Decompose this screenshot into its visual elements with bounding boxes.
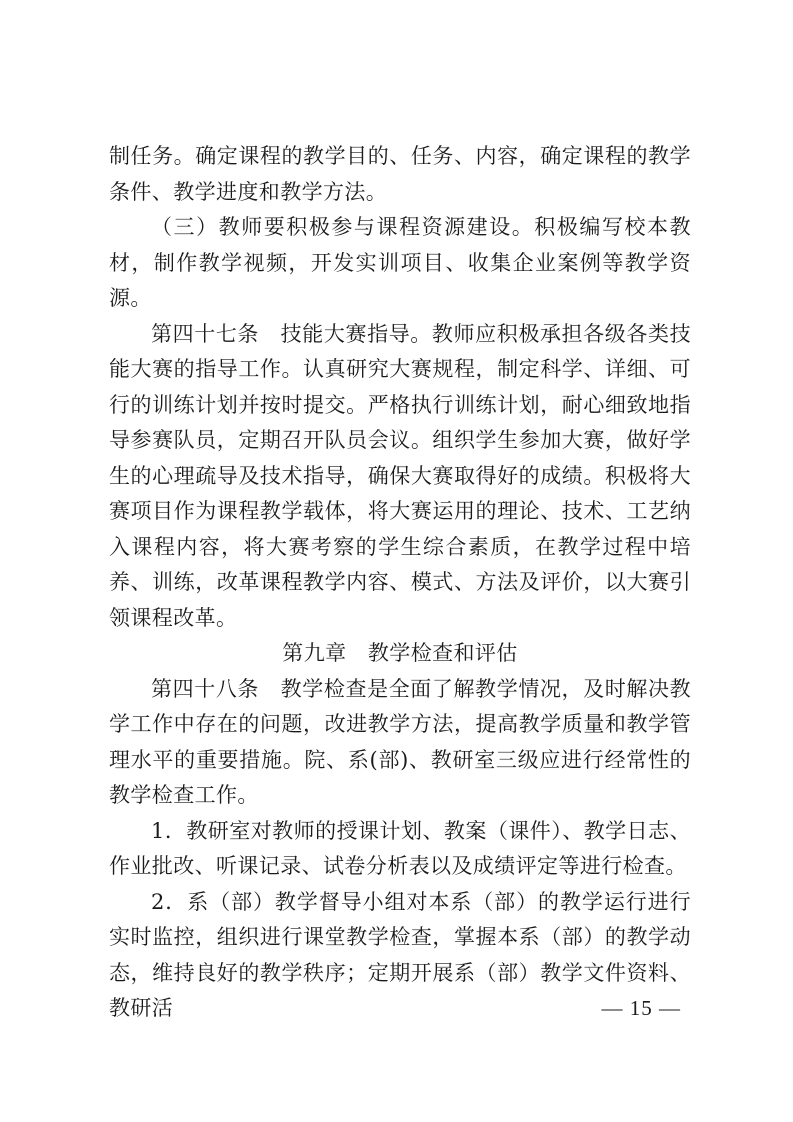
paragraph-4: 第四十八条 教学检查是全面了解教学情况，及时解决教学工作中存在的问题，改进教学方法，提高教学质量和教学管理水平的重要措施。院、系(部)、教研室三级应进行经常性的教学检查工作。 <box>109 676 691 807</box>
paragraph-5: 1．教研室对教师的授课计划、教案（课件）、教学日志、作业批改、听课记录、试卷分析表以及成绩评定等进行检查。 <box>109 818 691 878</box>
paragraph-3: 第四十七条 技能大赛指导。教师应积极承担各级各类技能大赛的指导工作。认真研究大赛规程，制定科学、详细、可行的训练计划并按时提交。严格执行训练计划，耐心细致地指导参赛队员，定期召开队员会议。组织学生参加大赛，做好学生的心理疏导及技术指导，确保大赛取得好的成绩。积极将大赛项目作为课程教学载体，将大赛运用的理论、技术、工艺纳入课程内容，将大赛考察的学生综合素质，在教学过程中培养、训练，改革课程教学内容、模式、方法及评价，以大赛引领课程改革。 <box>109 321 691 630</box>
chapter-title: 第九章 教学检查和评估 <box>282 641 518 665</box>
paragraph-1: 制任务。确定课程的教学目的、任务、内容，确定课程的教学条件、教学进度和教学方法。 <box>109 144 691 204</box>
paragraph-2: （三）教师要积极参与课程资源建设。积极编写校本教材，制作教学视频，开发实训项目、收集企业案例等教学资源。 <box>109 215 691 310</box>
paragraph-6: 2．系（部）教学督导小组对本系（部）的教学运行进行实时监控，组织进行课堂教学检查，掌握本系（部）的教学动态，维持良好的教学秩序；定期开展系（部）教学文件资料、教研活 <box>109 889 691 1020</box>
page-number: — 15 — <box>601 996 681 1020</box>
document-body <box>109 139 691 1027</box>
